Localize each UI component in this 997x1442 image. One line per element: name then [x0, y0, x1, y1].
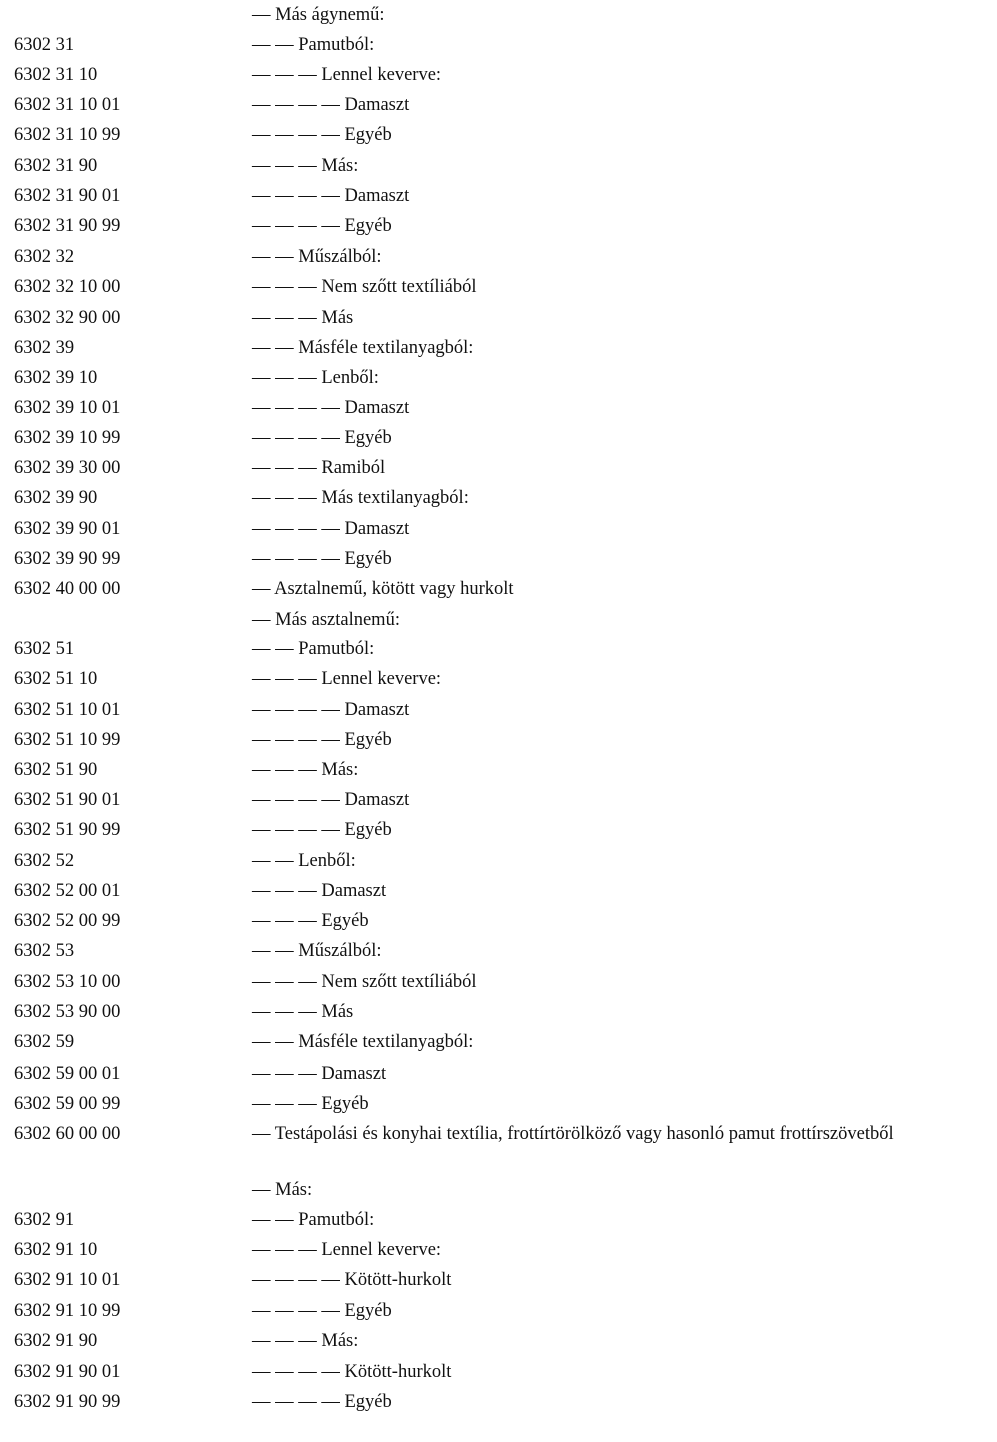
tariff-code: 6302 53 10 00: [14, 972, 121, 992]
tariff-code: 6302 51: [14, 639, 75, 659]
tariff-code: 6302 39 90 99: [14, 549, 121, 569]
tariff-code: 6302 51 10 01: [14, 700, 121, 720]
tariff-code: 6302 31 90 99: [14, 216, 121, 236]
tariff-description: — — — Lennel keverve:: [252, 669, 442, 689]
tariff-description: — — Műszálból:: [252, 941, 382, 961]
tariff-description: — — — — Egyéb: [252, 1392, 392, 1412]
tariff-description: — — — Más:: [252, 156, 359, 176]
tariff-code: 6302 31 10 01: [14, 95, 121, 115]
tariff-description: — — — — Damaszt: [252, 95, 410, 115]
tariff-code: 6302 51 10 99: [14, 730, 121, 750]
tariff-code: 6302 60 00 00: [14, 1124, 121, 1144]
tariff-description: — Testápolási és konyhai textília, frottírtörölköző vagy hasonló pamut frottírszövetből: [252, 1124, 894, 1144]
tariff-description: — Asztalnemű, kötött vagy hurkolt: [252, 579, 514, 599]
tariff-code: 6302 53: [14, 941, 75, 961]
tariff-description: — — — Más:: [252, 760, 359, 780]
tariff-code: 6302 91 90 99: [14, 1392, 121, 1412]
tariff-description: — — — — Damaszt: [252, 186, 410, 206]
tariff-code: 6302 51 90 99: [14, 820, 121, 840]
tariff-code: 6302 39 10 01: [14, 398, 121, 418]
tariff-description: — — — Más: [252, 308, 354, 328]
tariff-description: — — — — Egyéb: [252, 428, 392, 448]
tariff-description: — — — — Egyéb: [252, 730, 392, 750]
tariff-code: 6302 32 90 00: [14, 308, 121, 328]
tariff-description: — — — Damaszt: [252, 1064, 387, 1084]
tariff-description: — — — — Egyéb: [252, 125, 392, 145]
tariff-code: 6302 91 90: [14, 1331, 98, 1351]
tariff-description: — — — — Damaszt: [252, 790, 410, 810]
tariff-description: — — — Lennel keverve:: [252, 65, 442, 85]
tariff-code: 6302 39: [14, 338, 75, 358]
tariff-code: 6302 31 90 01: [14, 186, 121, 206]
tariff-code: 6302 31 90: [14, 156, 98, 176]
tariff-description: — — — Más: [252, 1002, 354, 1022]
tariff-code: 6302 59 00 01: [14, 1064, 121, 1084]
tariff-code: 6302 59: [14, 1032, 75, 1052]
tariff-description: — — — — Egyéb: [252, 820, 392, 840]
tariff-description: — — — Lennel keverve:: [252, 1240, 442, 1260]
tariff-description: — — Pamutból:: [252, 1210, 375, 1230]
tariff-description: — — — Lenből:: [252, 368, 379, 388]
tariff-description: — — — Egyéb: [252, 911, 369, 931]
tariff-code: 6302 53 90 00: [14, 1002, 121, 1022]
tariff-description: — — — — Kötött-hurkolt: [252, 1362, 452, 1382]
tariff-description: — Más ágynemű:: [252, 5, 385, 25]
tariff-description: — — — — Damaszt: [252, 398, 410, 418]
tariff-description: — Más:: [252, 1180, 313, 1200]
tariff-description: — Más asztalnemű:: [252, 610, 400, 630]
tariff-code: 6302 52 00 99: [14, 911, 121, 931]
tariff-code: 6302 91 10: [14, 1240, 98, 1260]
tariff-code: 6302 31 10: [14, 65, 98, 85]
tariff-code: 6302 40 00 00: [14, 579, 121, 599]
tariff-code: 6302 31: [14, 35, 75, 55]
tariff-code: 6302 39 30 00: [14, 458, 121, 478]
tariff-description: — — — — Egyéb: [252, 549, 392, 569]
tariff-description: — — Másféle textilanyagból:: [252, 1032, 474, 1052]
tariff-description: — — — Más textilanyagból:: [252, 488, 469, 508]
tariff-code: 6302 39 10: [14, 368, 98, 388]
tariff-code: 6302 51 90: [14, 760, 98, 780]
tariff-code: 6302 52 00 01: [14, 881, 121, 901]
tariff-code: 6302 32 10 00: [14, 277, 121, 297]
tariff-description: — — — Ramiból: [252, 458, 386, 478]
tariff-description: — — — Más:: [252, 1331, 359, 1351]
tariff-code: 6302 39 90: [14, 488, 98, 508]
tariff-description: — — — Nem szőtt textíliából: [252, 277, 477, 297]
tariff-description: — — Másféle textilanyagból:: [252, 338, 474, 358]
tariff-code: 6302 91 10 01: [14, 1270, 121, 1290]
tariff-code: 6302 51 10: [14, 669, 98, 689]
tariff-code: 6302 31 10 99: [14, 125, 121, 145]
tariff-code: 6302 91: [14, 1210, 75, 1230]
tariff-description: — — — — Egyéb: [252, 216, 392, 236]
tariff-code: 6302 39 10 99: [14, 428, 121, 448]
tariff-code: 6302 52: [14, 851, 75, 871]
tariff-code: 6302 59 00 99: [14, 1094, 121, 1114]
tariff-description: — — — — Egyéb: [252, 1301, 392, 1321]
tariff-description: — — Pamutból:: [252, 35, 375, 55]
tariff-code: 6302 51 90 01: [14, 790, 121, 810]
tariff-description: — — — Damaszt: [252, 881, 387, 901]
tariff-description: — — — — Damaszt: [252, 700, 410, 720]
tariff-description: — — Lenből:: [252, 851, 356, 871]
tariff-code: 6302 91 90 01: [14, 1362, 121, 1382]
tariff-description: — — — — Damaszt: [252, 519, 410, 539]
tariff-code: 6302 32: [14, 247, 75, 267]
tariff-code: 6302 39 90 01: [14, 519, 121, 539]
tariff-description: — — — Egyéb: [252, 1094, 369, 1114]
tariff-code: 6302 91 10 99: [14, 1301, 121, 1321]
tariff-description: — — Műszálból:: [252, 247, 382, 267]
tariff-description: — — — — Kötött-hurkolt: [252, 1270, 452, 1290]
tariff-description: — — — Nem szőtt textíliából: [252, 972, 477, 992]
tariff-description: — — Pamutból:: [252, 639, 375, 659]
